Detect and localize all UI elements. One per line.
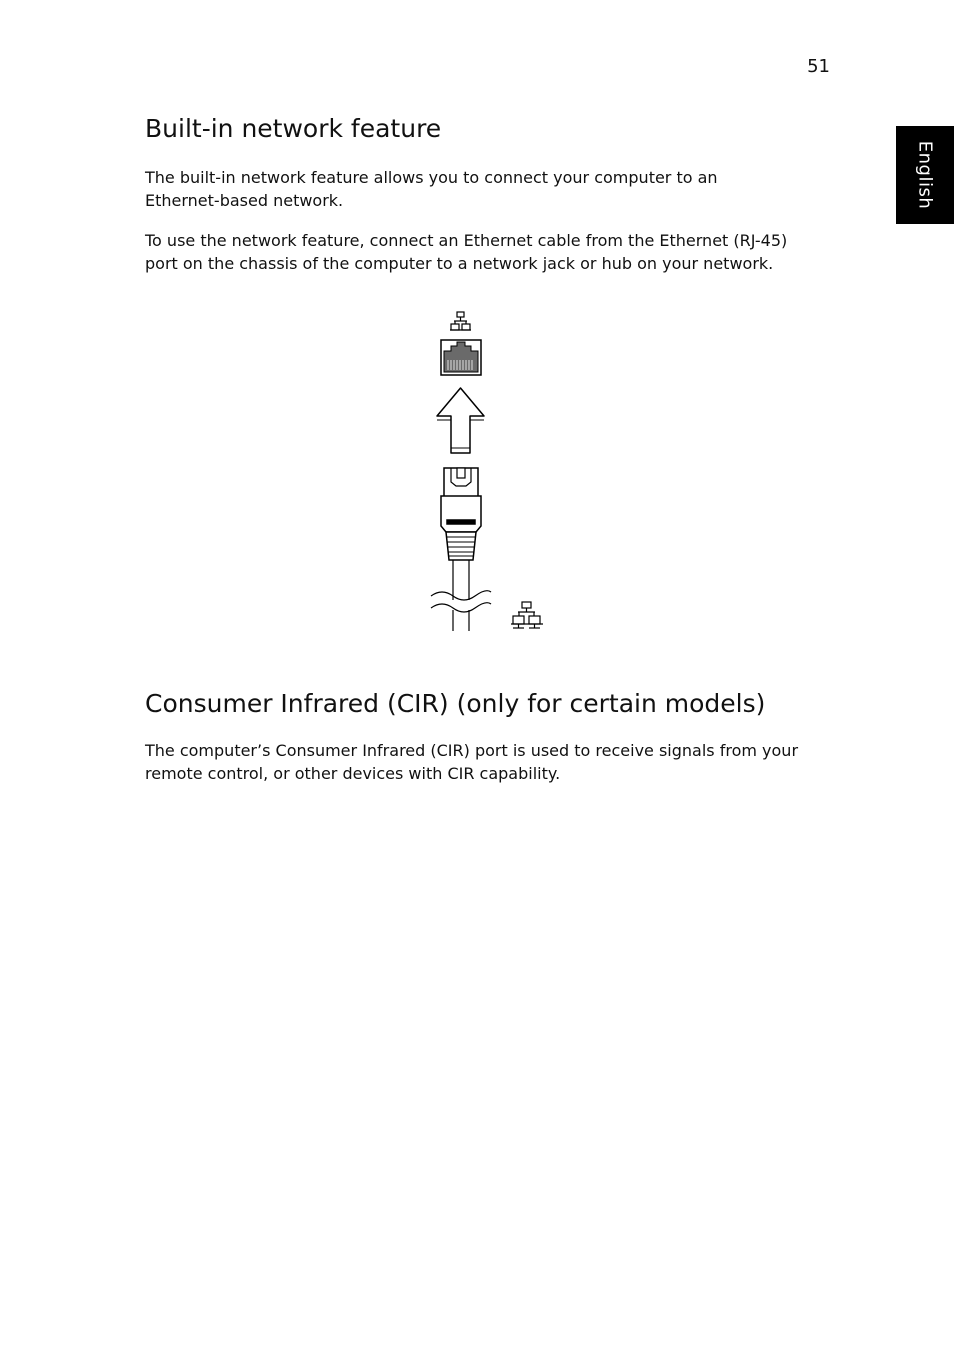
cir-paragraph-1: The computer’s Consumer Infrared (CIR) port is used to receive signals from your remote control, or other devices with CIR capability. [145,741,799,783]
page-number: 51 [807,56,830,77]
network-paragraph-1: The built-in network feature allows you to connect your computer to an Ethernet-based network. [145,168,718,210]
ethernet-plug-icon [441,468,481,560]
network-icon [511,602,543,628]
ethernet-connection-figure [420,308,560,636]
language-tab-label: English [914,140,936,210]
section-title-network: Built-in network feature [145,114,442,143]
network-icon [450,312,471,330]
up-arrow-icon [437,388,484,453]
language-tab [896,126,954,224]
rj45-port-icon [441,340,481,375]
network-paragraph-2: To use the network feature, connect an Ethernet cable from the Ethernet (RJ-45) port on the chassis of the computer to a network jack or hub on your network. [145,231,788,273]
cable-icon [431,560,491,631]
section-title-cir: Consumer Infrared (CIR) (only for certain models) [145,689,766,718]
